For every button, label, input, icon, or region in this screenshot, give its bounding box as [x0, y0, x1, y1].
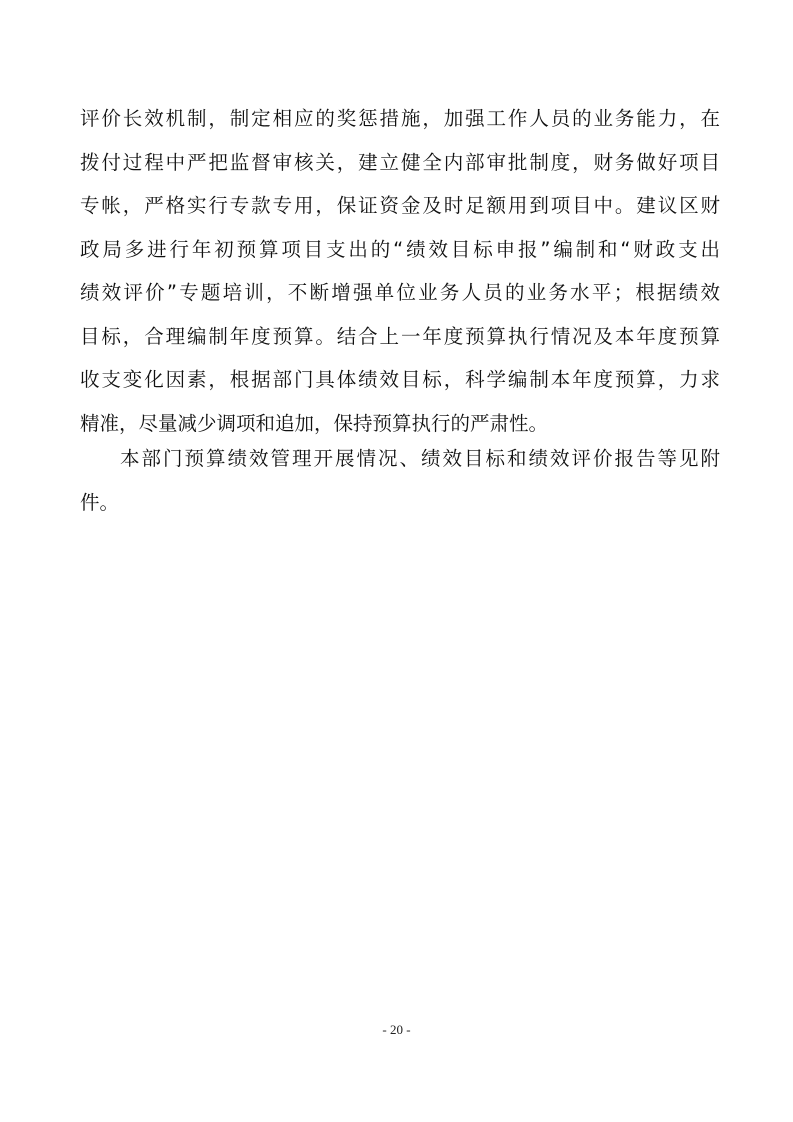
paragraph-line: 件。	[80, 490, 120, 514]
paragraph-line: 精准，尽量减少调项和追加，保持预算执行的严肃性。	[80, 411, 549, 435]
paragraph-line: 拨付过程中严把监督审核关，建立健全内部审批制度，财务做好项目	[80, 150, 720, 174]
body-paragraph	[80, 97, 720, 445]
paragraph-line: 专帐，严格实行专款专用，保证资金及时足额用到项目中。建议区财	[80, 194, 720, 217]
page-number: - 20 -	[382, 1022, 411, 1037]
paragraph-line: 政局多进行年初预算项目支出的“绩效目标申报”编制和“财政支出	[80, 237, 720, 261]
paragraph-line: 收支变化因素，根据部门具体绩效目标，科学编制本年度预算，力求	[80, 368, 720, 391]
paragraph-line: 本部门预算绩效管理开展情况、绩效目标和绩效评价报告等见附	[120, 447, 720, 470]
paragraph-line: 绩效评价”专题培训，不断增强单位业务人员的业务水平；根据绩效	[80, 281, 720, 304]
paragraph-line: 评价长效机制，制定相应的奖惩措施，加强工作人员的业务能力，在	[80, 107, 720, 130]
body-paragraph	[80, 437, 720, 524]
paragraph-line: 目标，合理编制年度预算。结合上一年度预算执行情况及本年度预算	[80, 324, 720, 348]
